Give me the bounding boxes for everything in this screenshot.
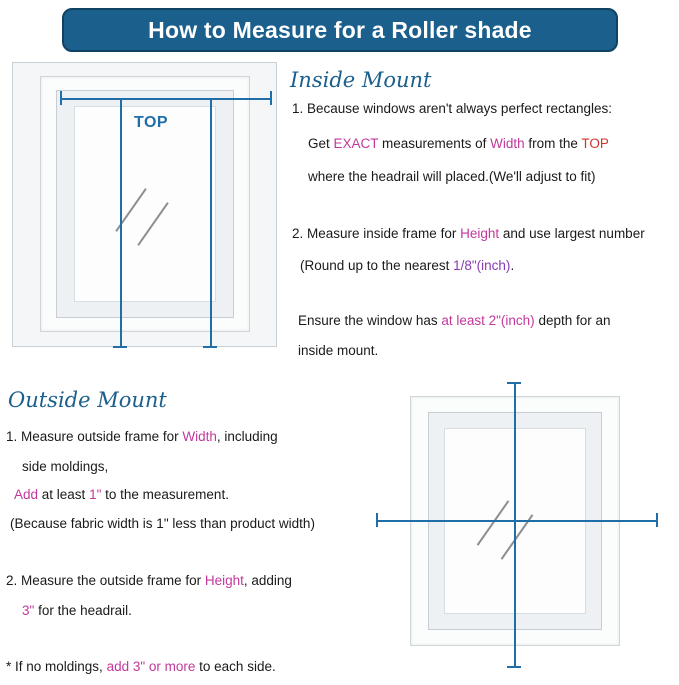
width-measure-cap-left bbox=[60, 91, 62, 105]
page-title-banner bbox=[62, 8, 618, 52]
text-plain: for the headrail. bbox=[34, 603, 132, 618]
text-plain: depth for an bbox=[534, 313, 611, 328]
text-plain: . bbox=[510, 258, 515, 273]
inside-mount-note-line1 bbox=[298, 312, 611, 329]
emphasis-height: Height bbox=[460, 226, 500, 241]
text-plain: , including bbox=[216, 429, 278, 444]
text-plain: (Round up to the nearest bbox=[300, 258, 454, 273]
outside-mount-heading: Outside Mount bbox=[8, 388, 167, 412]
emphasis-add-three-inch: add 3" or more bbox=[106, 659, 196, 674]
window-glass bbox=[74, 106, 216, 302]
width-measure-line bbox=[60, 98, 272, 100]
inside-mount-step2-line1 bbox=[292, 225, 645, 242]
inside-mount-step2-line2 bbox=[300, 257, 514, 274]
emphasis-top: TOP bbox=[581, 136, 609, 151]
height-measure-cap-right bbox=[203, 346, 217, 348]
outside-mount-step1-line2 bbox=[22, 458, 108, 475]
inside-mount-step1-line2 bbox=[308, 135, 609, 152]
text-plain: Ensure the window has bbox=[298, 313, 442, 328]
text-plain: , adding bbox=[243, 573, 292, 588]
emphasis-eighth-inch: 1/8"(inch) bbox=[453, 258, 511, 273]
width-measure-cap-left bbox=[376, 513, 378, 527]
outside-mount-step2-line2 bbox=[22, 602, 132, 619]
inside-mount-window-illustration bbox=[12, 62, 277, 347]
text-plain: inside mount. bbox=[298, 343, 379, 358]
inside-mount-note-line2 bbox=[298, 342, 378, 359]
outside-mount-step1-line3 bbox=[14, 486, 229, 503]
inside-mount-step1-line1 bbox=[292, 100, 612, 117]
inside-mount-heading: Inside Mount bbox=[290, 68, 432, 92]
height-measure-cap-left bbox=[113, 346, 127, 348]
text-plain: to each side. bbox=[195, 659, 276, 674]
text-plain: 2. Measure inside frame for bbox=[292, 226, 461, 241]
text-plain: where the headrail will placed.(We'll adjust to fit) bbox=[308, 169, 596, 184]
height-measure-cap-bottom bbox=[507, 666, 521, 668]
text-plain: Get bbox=[308, 136, 334, 151]
height-measure-line-right bbox=[210, 98, 212, 348]
text-plain: measurements of bbox=[378, 136, 491, 151]
outside-mount-step2-line1 bbox=[6, 572, 292, 589]
text-plain: from the bbox=[524, 136, 582, 151]
inside-mount-step1-line3 bbox=[308, 168, 595, 185]
text-plain: (Because fabric width is 1" less than product width) bbox=[10, 516, 315, 531]
emphasis-one-inch: 1" bbox=[89, 487, 102, 502]
text-plain: at least bbox=[38, 487, 90, 502]
width-measure-cap-right bbox=[656, 513, 658, 527]
emphasis-add: Add bbox=[14, 487, 39, 502]
outside-mount-step1-line1 bbox=[6, 428, 278, 445]
outside-mount-footnote bbox=[6, 658, 276, 675]
width-measure-cap-right bbox=[270, 91, 272, 105]
text-plain: to the measurement. bbox=[101, 487, 229, 502]
text-plain: 2. Measure the outside frame for bbox=[6, 573, 205, 588]
top-label: TOP bbox=[134, 114, 169, 131]
height-measure-line-left bbox=[120, 98, 122, 348]
emphasis-exact: EXACT bbox=[333, 136, 379, 151]
height-measure-cap-top bbox=[507, 382, 521, 384]
text-plain: 1. Because windows aren't always perfect rectangles: bbox=[292, 101, 612, 116]
text-plain: side moldings, bbox=[22, 459, 109, 474]
emphasis-height: Height bbox=[204, 573, 244, 588]
height-measure-line bbox=[514, 382, 516, 668]
emphasis-depth: at least 2"(inch) bbox=[441, 313, 535, 328]
text-plain: and use largest number bbox=[499, 226, 645, 241]
page-title: How to Measure for a Roller shade bbox=[148, 16, 532, 43]
outside-mount-step1-line4 bbox=[10, 515, 315, 532]
outside-mount-window-illustration bbox=[370, 378, 670, 673]
text-plain: * If no moldings, bbox=[6, 659, 107, 674]
text-plain: 1. Measure outside frame for bbox=[6, 429, 183, 444]
emphasis-width: Width bbox=[490, 136, 525, 151]
emphasis-width: Width bbox=[182, 429, 217, 444]
width-measure-line bbox=[376, 520, 658, 522]
emphasis-three-inch: 3" bbox=[22, 603, 35, 618]
